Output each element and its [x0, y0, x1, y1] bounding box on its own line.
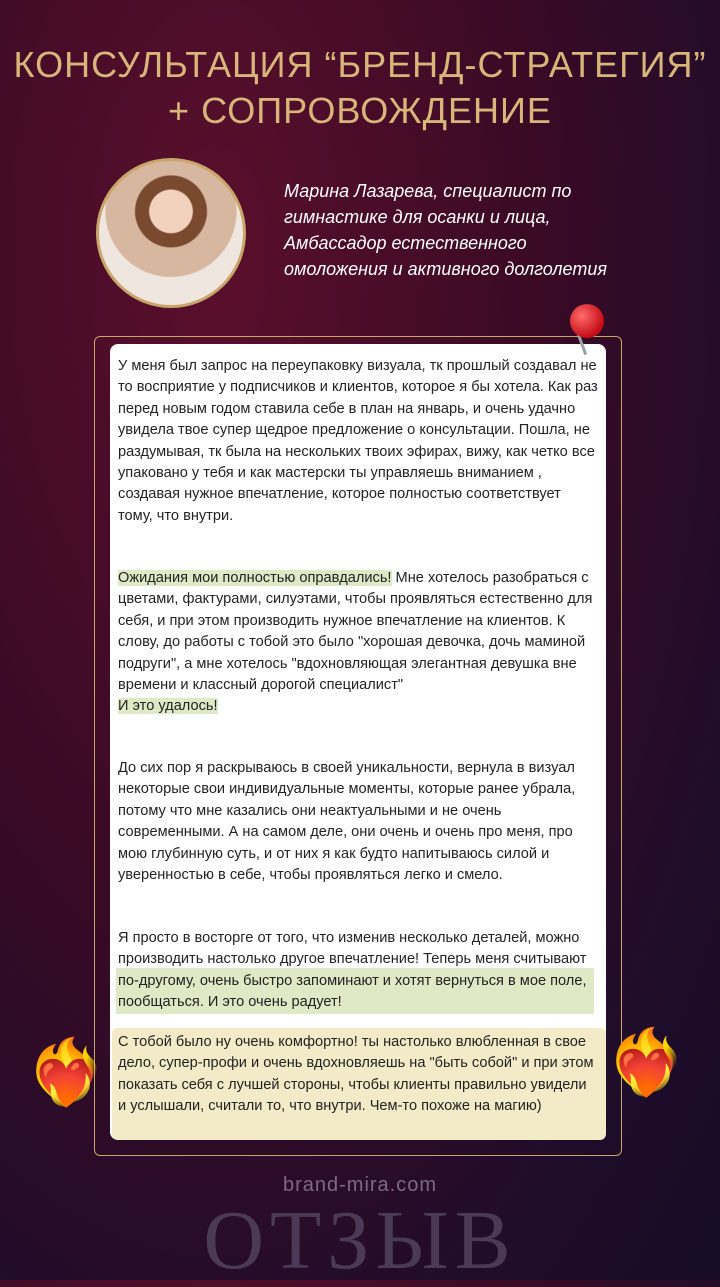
- review-paragraph-4-end: Теперь меня считывают по-другому, очень быстро запоминают и хотят вернуться в мое поле, пообщаться. И это очень радует!: [118, 951, 587, 1011]
- review-paragraph-3: До сих пор я раскрываюсь в своей уникальности, вернула в визуал некоторые свои индивидуальные моменты, которые ранее убрала, потому что мне казались они неактуальными и не очень современными. А на самом деле, они очень и очень про меня, про мою глубинную суть, и от них я как будто напитываюсь силой и уверенностью в себе, чтобы проявляться легко и смело.: [118, 760, 576, 884]
- heart-on-fire-icon: ❤️‍🔥: [606, 1026, 686, 1098]
- highlight-expectations: Ожидания мои полностью оправдались!: [118, 570, 392, 586]
- avatar: [96, 158, 246, 308]
- highlight-success: И это удалось!: [118, 698, 218, 715]
- footer-heading: ОТЗЫВ: [203, 1194, 517, 1287]
- review-paragraph-2: [118, 568, 598, 718]
- page-title-line1: КОНСУЛЬТАЦИЯ “БРЕНД-СТРАТЕГИЯ”: [13, 44, 707, 85]
- author-caption: [284, 178, 704, 282]
- review-paragraph-4-start: Я просто в восторге от того, что изменив несколько деталей, можно производить настолько другое впечатление!: [118, 930, 580, 968]
- author-line3: Амбассадор естественного: [284, 233, 527, 253]
- red-pushpin-icon: [570, 304, 604, 338]
- author-line1: Марина Лазарева, специалист по: [284, 181, 572, 201]
- review-paragraph-5: С тобой было ну очень комфортно! ты настолько влюбленная в свое дело, супер-профи и очень вдохновляешь на "быть собой" и при этом показать себя с лучшей стороны, чтобы клиенты правильно увидели и услышали, считали то, что внутри. Чем-то похоже на магию): [118, 1034, 594, 1115]
- review-paragraph-2-body: Мне хотелось разобраться с цветами, фактурами, силуэтами, чтобы проявляться естественно для себя, и при этом производить нужное впечатление на клиентов. К слову, до работы с тобой это было "хорошая девочка, дочь маминой подруги", а мне хотелось "вдохновляющая элегантная девушка вне времени и классный дорогой специалист": [118, 570, 593, 694]
- review-paragraph-1: У меня был запрос на переупаковку визуала, тк прошлый создавал не то восприятие у подписчиков и клиентов, которое я бы хотела. Как раз перед новым годом ставила себе в план на январь, и очень удачно увидела твое супер щедрое предложение о консультации. Пошла, не раздумывая, тк была на нескольких твоих эфирах, вижу, как четко все упаковано у тебя и как мастерски ты управляешь вниманием , создавая нужное впечатление, которое полностью соответствует тому, что внутри.: [118, 358, 598, 524]
- page-title-line2: + СОПРОВОЖДЕНИЕ: [168, 90, 552, 131]
- site-url: brand-mira.com: [282, 1174, 438, 1196]
- heart-on-fire-icon: ❤️‍🔥: [26, 1036, 106, 1108]
- author-line4: омоложения и активного долголетия: [284, 259, 607, 279]
- review-paragraph-4: [118, 928, 598, 1014]
- author-line2: гимнастике для осанки и лица,: [284, 207, 551, 227]
